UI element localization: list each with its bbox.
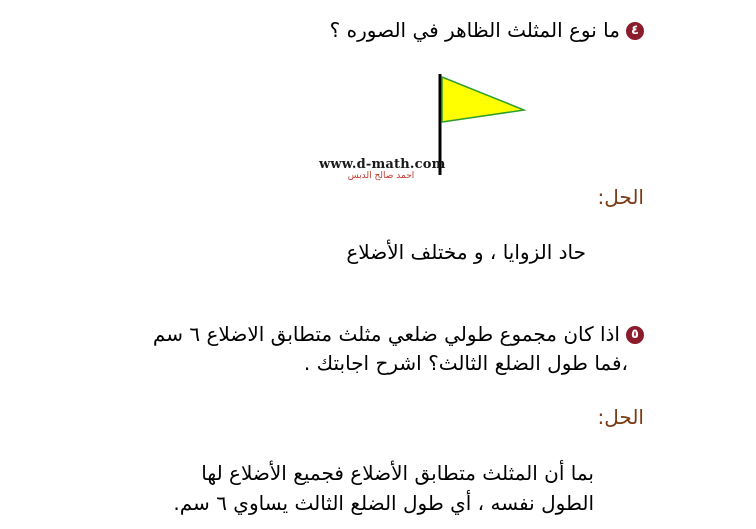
flag-triangle (442, 77, 524, 122)
question-4 (330, 17, 644, 43)
solution-5-line-1: بما أن المثلث متطابق الأضلاع فجميع الأضلاع لها (201, 461, 594, 485)
question-4-text: ما نوع المثلث الظاهر في الصوره ؟ (329, 18, 620, 42)
flag-triangle-figure (436, 72, 531, 177)
solution-4-answer: حاد الزوايا ، و مختلف الأضلاع (346, 240, 586, 264)
question-number-badge: ٥ (626, 326, 644, 344)
solution-label: الحل: (597, 405, 644, 429)
question-5 (153, 321, 644, 347)
watermark-author: احمد صالح الدبس (347, 171, 415, 181)
solution-5-line-2: الطول نفسه ، أي طول الضلع الثالث يساوي ٦ سم. (173, 491, 594, 515)
watermark-url: www.d-math.com (319, 157, 446, 172)
solution-label: الحل: (597, 185, 644, 209)
question-5-line-2: ،فما طول الضلع الثالث؟ اشرح اجابتك . (303, 351, 628, 375)
question-5-line-1: اذا كان مجموع طولي ضلعي مثلث متطابق الاضلاع ٦ سم (152, 322, 620, 346)
question-number-badge: ٤ (626, 22, 644, 40)
